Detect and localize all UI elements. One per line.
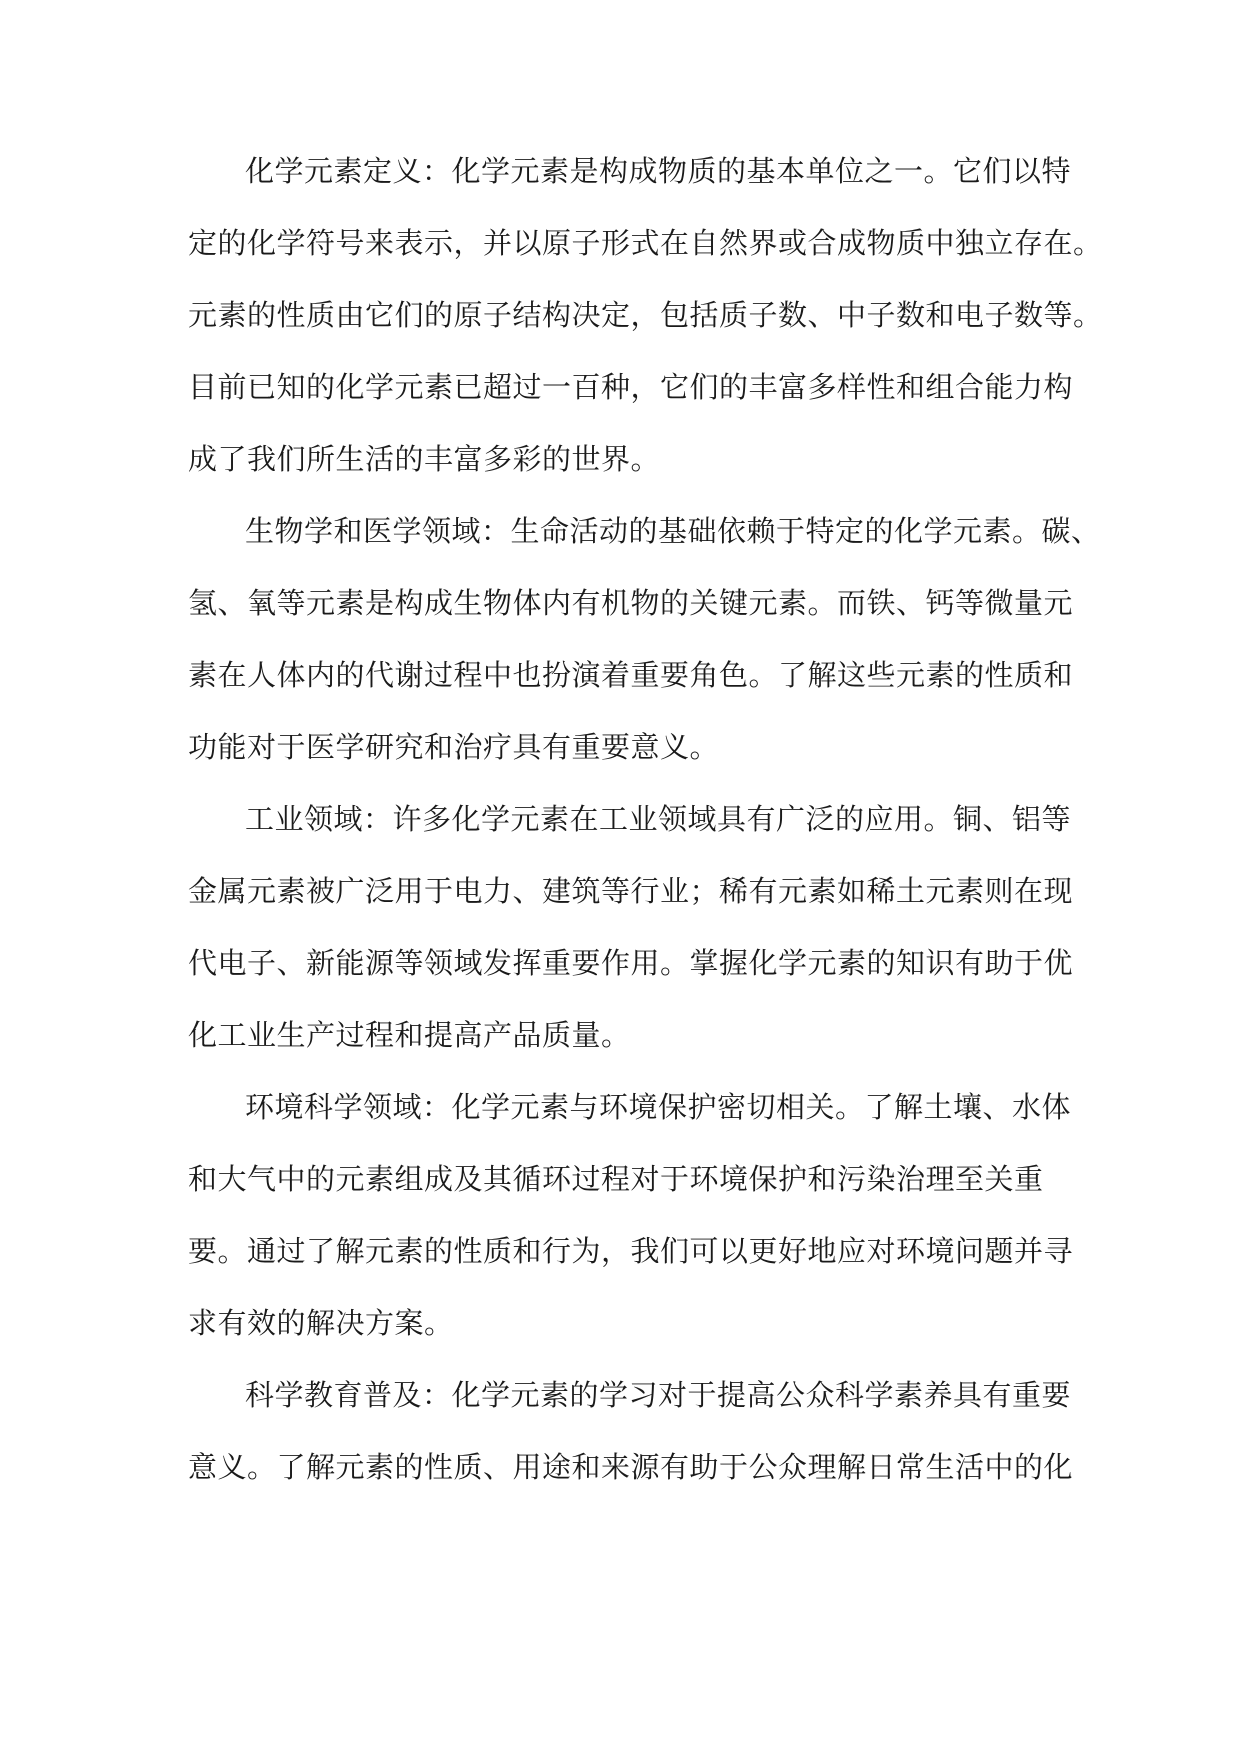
text-line: 科学教育普及：化学元素的学习对于提高公众科学素养具有重要 <box>245 1378 1072 1412</box>
text-line: 功能对于医学研究和治疗具有重要意义。 <box>188 730 720 764</box>
paragraph-biology-medicine <box>188 506 1101 794</box>
text-line: 金属元素被广泛用于电力、建筑等行业；稀有元素如稀土元素则在现 <box>188 874 1074 908</box>
text-line: 生物学和医学领域：生命活动的基础依赖于特定的化学元素。碳、 <box>245 514 1101 548</box>
text-line: 工业领域：许多化学元素在工业领域具有广泛的应用。铜、铝等 <box>245 802 1072 836</box>
body-text <box>188 146 1103 1514</box>
text-line: 化工业生产过程和提高产品质量。 <box>188 1018 631 1052</box>
text-line: 要。通过了解元素的性质和行为，我们可以更好地应对环境问题并寻 <box>188 1234 1074 1268</box>
text-line: 求有效的解决方案。 <box>188 1306 454 1340</box>
paragraph-education <box>188 1370 1074 1514</box>
text-line: 定的化学符号来表示，并以原子形式在自然界或合成物质中独立存在。 <box>188 226 1103 260</box>
text-line: 成了我们所生活的丰富多彩的世界。 <box>188 442 661 476</box>
text-line: 意义。了解元素的性质、用途和来源有助于公众理解日常生活中的化 <box>188 1450 1074 1484</box>
paragraph-definition <box>188 146 1103 506</box>
text-line: 素在人体内的代谢过程中也扮演着重要角色。了解这些元素的性质和 <box>188 658 1074 692</box>
text-line: 化学元素定义：化学元素是构成物质的基本单位之一。它们以特 <box>245 154 1072 188</box>
text-line: 环境科学领域：化学元素与环境保护密切相关。了解土壤、水体 <box>245 1090 1072 1124</box>
text-line: 和大气中的元素组成及其循环过程对于环境保护和污染治理至关重 <box>188 1162 1044 1196</box>
text-line: 目前已知的化学元素已超过一百种，它们的丰富多样性和组合能力构 <box>188 370 1074 404</box>
paragraph-environment <box>188 1082 1074 1370</box>
text-line: 代电子、新能源等领域发挥重要作用。掌握化学元素的知识有助于优 <box>188 946 1074 980</box>
text-line: 氢、氧等元素是构成生物体内有机物的关键元素。而铁、钙等微量元 <box>188 586 1074 620</box>
paragraph-industry <box>188 794 1074 1082</box>
text-line: 元素的性质由它们的原子结构决定，包括质子数、中子数和电子数等。 <box>188 298 1103 332</box>
